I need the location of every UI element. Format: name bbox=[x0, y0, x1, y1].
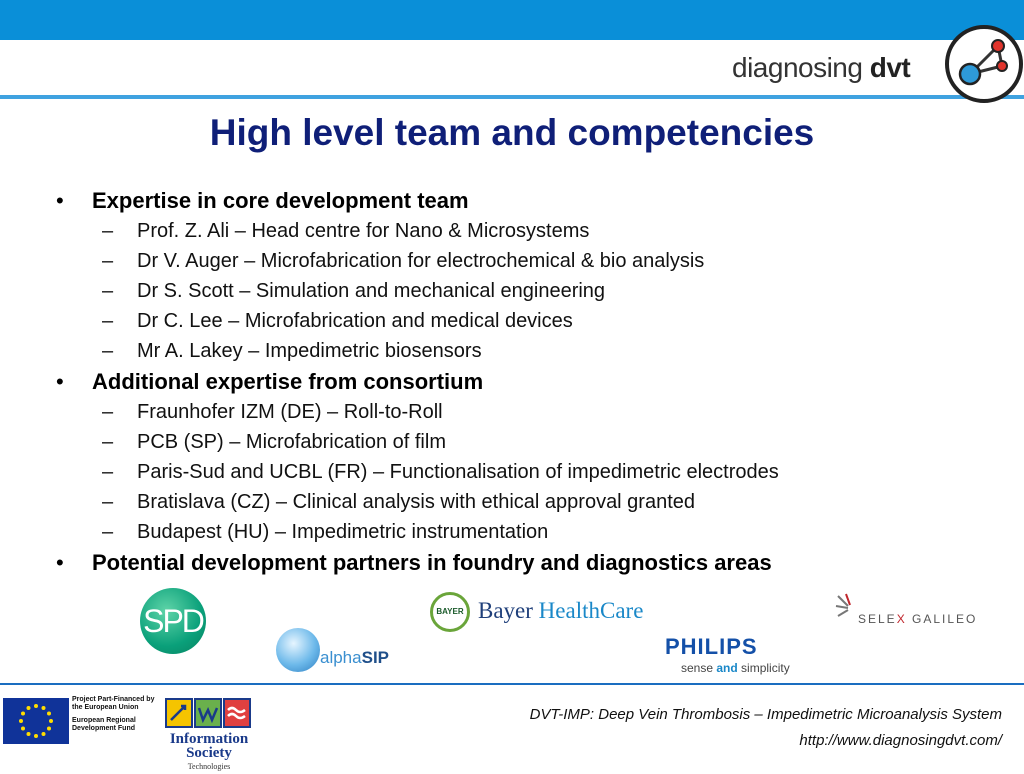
information-society-logo-icon bbox=[165, 698, 251, 728]
bullet-heading: • Additional expertise from consortium bbox=[56, 366, 1016, 397]
bayer-wordmark: Bayer HealthCare bbox=[478, 598, 644, 623]
sub-bullet: – Bratislava (CZ) – Clinical analysis with ethical approval granted bbox=[102, 491, 696, 513]
sub-bullet: – PCB (SP) – Microfabrication of film bbox=[102, 431, 446, 453]
sub-bullet: – Dr C. Lee – Microfabrication and medical devices bbox=[102, 310, 573, 332]
footer-caption: DVT-IMP: Deep Vein Thrombosis – Impedimetric Microanalysis System bbox=[529, 706, 1002, 723]
philips-wordmark: PHILIPS bbox=[665, 634, 758, 659]
bullet-marker: • bbox=[56, 550, 64, 575]
brand-bold-text: dvt bbox=[869, 52, 911, 83]
bullet-heading: • Expertise in core development team bbox=[56, 185, 1016, 216]
eu-funding-text: Project Part-Financed by the European Union European Regional Development Fund bbox=[72, 696, 155, 732]
sub-bullet: – Prof. Z. Ali – Head centre for Nano & Microsystems bbox=[102, 220, 590, 242]
selex-galileo-logo bbox=[834, 592, 1009, 632]
sub-bullet: – Dr S. Scott – Simulation and mechanical engineering bbox=[102, 280, 606, 302]
philips-tagline: sense and simplicity bbox=[681, 661, 790, 675]
sub-bullet: – Mr A. Lakey – Impedimetric biosensors bbox=[102, 340, 482, 362]
spd-logo: SPD bbox=[140, 588, 206, 654]
philips-logo bbox=[665, 634, 815, 678]
selex-wordmark: SELEX GALILEO bbox=[858, 612, 978, 626]
selex-burst-icon bbox=[834, 592, 856, 622]
diagnosing-dvt-logo-icon bbox=[944, 24, 1024, 104]
bayer-healthcare-logo bbox=[430, 592, 650, 640]
bayer-cross-icon: BAYER bbox=[430, 592, 470, 632]
eu-flag-icon bbox=[3, 698, 69, 744]
slide-body bbox=[56, 185, 1016, 578]
brand-wordmark bbox=[732, 52, 910, 84]
brand-light-text: diagnosing bbox=[732, 52, 863, 83]
sub-bullet: – Paris-Sud and UCBL (FR) – Functionalisation of impedimetric electrodes bbox=[102, 461, 779, 483]
globe-icon bbox=[276, 628, 320, 672]
header-bar bbox=[0, 0, 1024, 40]
alphasip-wordmark: alphaSIP bbox=[320, 648, 390, 667]
footer-divider bbox=[0, 683, 1024, 685]
bullet-marker: • bbox=[56, 188, 64, 213]
slide-title: High level team and competencies bbox=[209, 112, 815, 153]
footer-url[interactable]: http://www.diagnosingdvt.com/ bbox=[799, 732, 1002, 749]
sub-bullet: – Dr V. Auger – Microfabrication for electrochemical & bio analysis bbox=[102, 250, 705, 272]
information-society-text: Information Society Technologies bbox=[169, 731, 249, 771]
bullet-heading: • Potential development partners in foundry and diagnostics areas bbox=[56, 547, 1016, 578]
sub-bullet: – Budapest (HU) – Impedimetric instrumentation bbox=[102, 521, 549, 543]
alphasip-logo bbox=[276, 628, 406, 680]
sub-bullet: – Fraunhofer IZM (DE) – Roll-to-Roll bbox=[102, 401, 443, 423]
bullet-marker: • bbox=[56, 369, 64, 394]
header-divider bbox=[0, 95, 1024, 99]
